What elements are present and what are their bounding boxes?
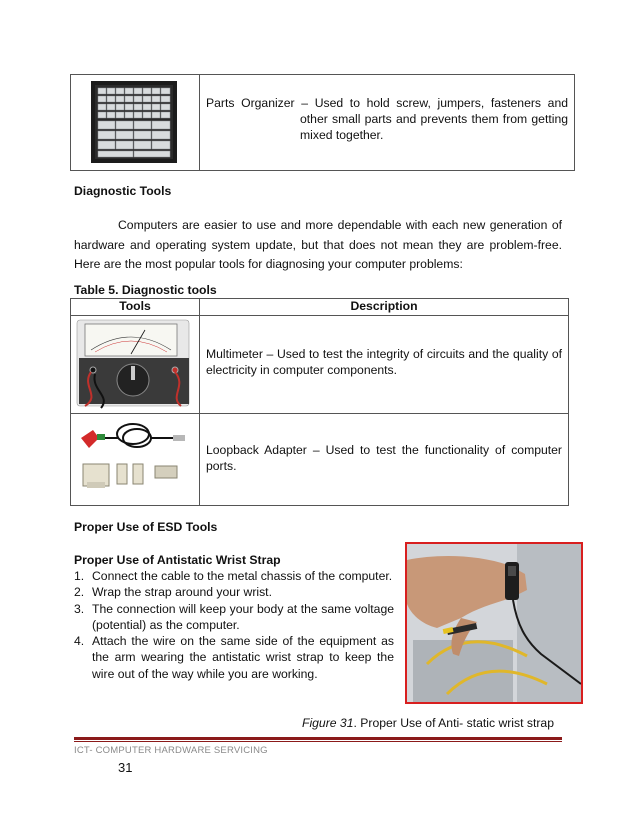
esd-tools-heading: Proper Use of ESD Tools (74, 520, 218, 534)
diagnostic-tools-heading: Diagnostic Tools (74, 184, 172, 198)
figure-caption (302, 716, 554, 730)
loopback-desc-cell (200, 414, 569, 506)
parts-organizer-image (71, 75, 199, 167)
step-text: Wrap the strap around your wrist. (92, 585, 272, 600)
organizer-name: Parts Organizer (206, 96, 295, 110)
organizer-desc-first: Used to hold screw, jumpers, fasteners and (314, 96, 568, 110)
page-number: 31 (118, 760, 133, 775)
diagnostic-paragraph: Computers are easier to use and more dependable with each new generation of hardware and operating system update, but that does not mean they are problem-free. Here are the most popular tools for diagnosing your computer problems: (74, 218, 562, 271)
wrist-strap-photo-illustration (407, 544, 581, 702)
footer-rule-thin (74, 741, 562, 742)
list-item (74, 584, 394, 600)
step-text: Connect the cable to the metal chassis of the computer. (92, 569, 393, 583)
organizer-desc-rest: other small parts and prevents them from getting mixed together. (300, 112, 568, 142)
parts-organizer-table (70, 74, 575, 171)
diagnostic-tools-table (70, 298, 569, 506)
multimeter-description: Multimeter – Used to test the integrity of circuits and the quality of electricity in computer components. (206, 347, 562, 377)
loopback-adapter-image (71, 414, 199, 502)
step-number: 3. (74, 601, 85, 616)
col-header-tools: Tools (71, 299, 200, 316)
col-header-description: Description (200, 299, 569, 316)
figure-caption-text: . Proper Use of Anti- static wrist strap (353, 716, 554, 730)
organizer-desc-line1 (206, 95, 568, 111)
wrist-strap-steps (74, 568, 394, 682)
loopback-description: Loopback Adapter – Used to test the functionality of computer ports. (206, 443, 562, 473)
multimeter-image-cell (71, 316, 200, 414)
figure-label: Figure 31 (302, 716, 354, 730)
table5-caption: Table 5. Diagnostic tools (74, 283, 217, 297)
list-item (74, 601, 394, 634)
step-text: The connection will keep your body at the same voltage (potential) as the computer. (92, 601, 394, 632)
table-row-multimeter (71, 316, 569, 414)
list-item (74, 633, 394, 682)
step-number: 4. (74, 634, 85, 649)
list-item (74, 568, 394, 584)
footer-title: ICT- COMPUTER HARDWARE SERVICING (74, 745, 268, 756)
step-number: 2. (74, 585, 85, 600)
organizer-dash: – (301, 96, 309, 110)
step-text: Attach the wire on the same side of the equipment as the arm wearing the antistatic wrist strap to keep the wire out of the way while you are working. (92, 634, 394, 681)
footer-rule (74, 737, 562, 740)
multimeter-image (71, 316, 199, 410)
step-number: 1. (74, 569, 85, 583)
organizer-image-cell (71, 75, 200, 171)
organizer-desc-cell (200, 75, 575, 171)
wrist-strap-heading: Proper Use of Antistatic Wrist Strap (74, 553, 281, 567)
table-row-loopback (71, 414, 569, 506)
multimeter-desc-cell (200, 316, 569, 414)
loopback-image-cell (71, 414, 200, 506)
wrist-strap-photo (405, 542, 583, 704)
